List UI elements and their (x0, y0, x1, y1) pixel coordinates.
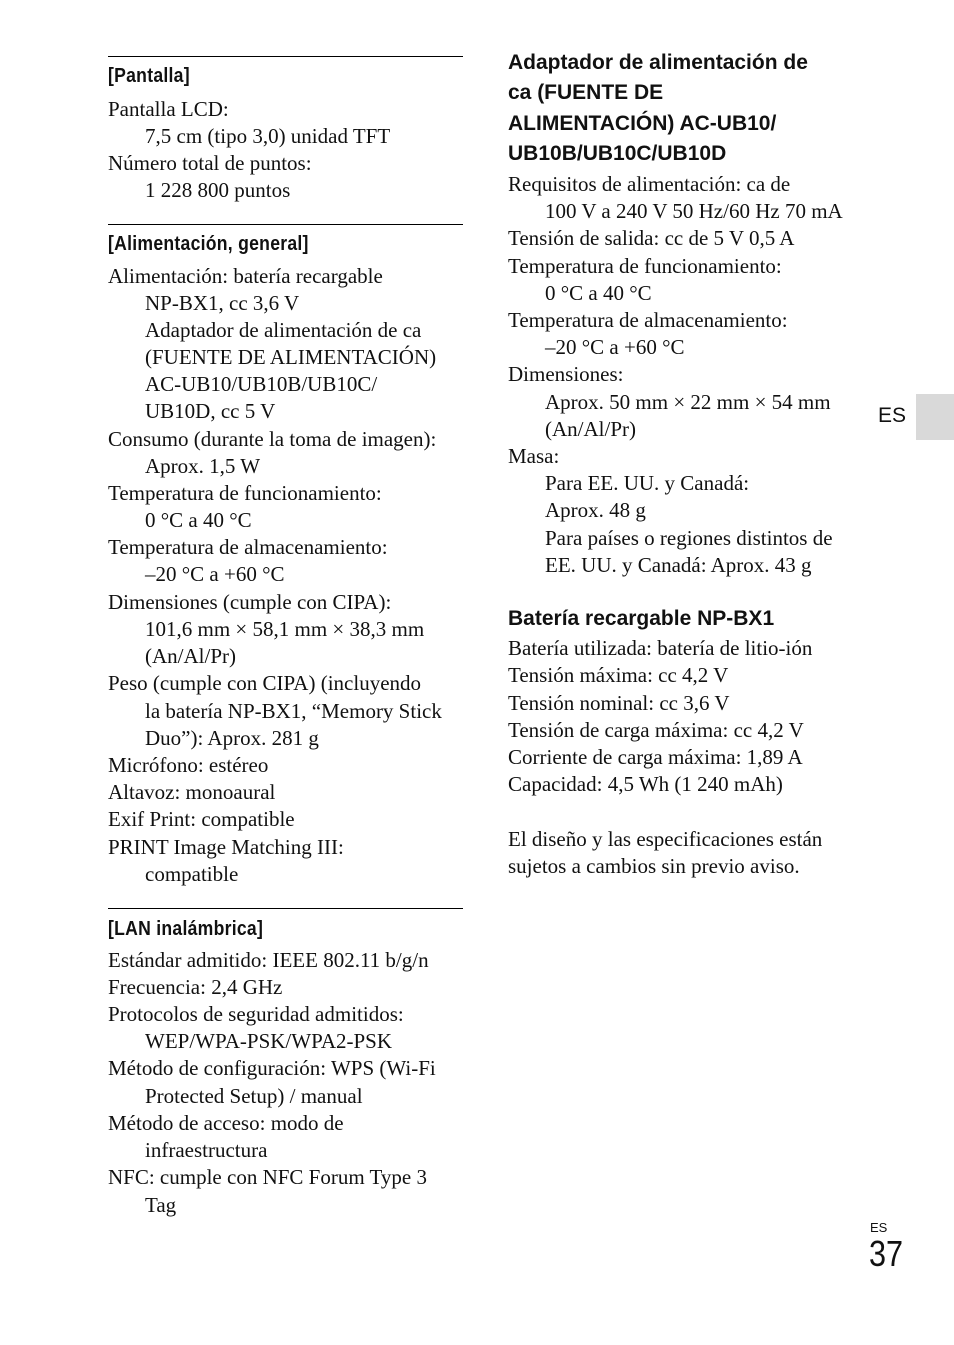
spec-line: Tensión de carga máxima: cc 4,2 V (508, 718, 804, 742)
spec-line: NFC: cumple con NFC Forum Type 3 (108, 1165, 427, 1189)
spec-line: Temperatura de funcionamiento: (108, 481, 382, 505)
disclaimer-line: sujetos a cambios sin previo aviso. (508, 854, 800, 878)
spec-line: Protocolos de seguridad admitidos: (108, 1002, 404, 1026)
spec-line: infraestructura (145, 1138, 268, 1162)
spec-line: Dimensiones (cumple con CIPA): (108, 590, 392, 614)
section-heading-adaptador: ca (FUENTE DE (508, 81, 664, 104)
spec-line: Requisitos de alimentación: ca de (508, 172, 791, 196)
section-heading-lan: [LAN inalámbrica] (108, 918, 264, 940)
language-tab (916, 394, 954, 440)
spec-line: Masa: (508, 444, 560, 468)
section-heading-alimentacion: [Alimentación, general] (108, 233, 309, 255)
spec-line: –20 °C a +60 °C (145, 562, 285, 586)
spec-line: (FUENTE DE ALIMENTACIÓN) (145, 345, 437, 369)
spec-line: (An/Al/Pr) (545, 417, 636, 441)
spec-line: Para EE. UU. y Canadá: (545, 471, 750, 495)
spec-line: 7,5 cm (tipo 3,0) unidad TFT (145, 124, 391, 148)
spec-line: 0 °C a 40 °C (145, 508, 252, 532)
spec-line: WEP/WPA-PSK/WPA2-PSK (145, 1029, 393, 1053)
page-number: 37 (869, 1233, 904, 1274)
section-heading-pantalla: [Pantalla] (108, 65, 190, 87)
section-heading-adaptador: Adaptador de alimentación de (508, 51, 808, 74)
language-tab-label: ES (878, 404, 907, 427)
spec-line: PRINT Image Matching III: (108, 835, 344, 859)
spec-line: Frecuencia: 2,4 GHz (108, 975, 283, 999)
spec-line: Consumo (durante la toma de imagen): (108, 427, 437, 451)
spec-line: Aprox. 1,5 W (145, 454, 261, 478)
spec-line: Dimensiones: (508, 362, 624, 386)
footer-language: ES (870, 1220, 888, 1235)
section-rule (108, 908, 463, 909)
spec-line: Aprox. 48 g (545, 498, 646, 522)
spec-line: EE. UU. y Canadá: Aprox. 43 g (545, 553, 812, 577)
spec-line: 0 °C a 40 °C (545, 281, 652, 305)
section-heading-adaptador: UB10B/UB10C/UB10D (508, 142, 727, 165)
spec-line: 101,6 mm × 58,1 mm × 38,3 mm (145, 617, 425, 641)
spec-line: UB10D, cc 5 V (145, 399, 276, 423)
spec-line: Aprox. 50 mm × 22 mm × 54 mm (545, 390, 831, 414)
spec-line: Método de acceso: modo de (108, 1111, 344, 1135)
spec-line: Duo”): Aprox. 281 g (145, 726, 319, 750)
spec-line: Batería utilizada: batería de litio-ión (508, 636, 813, 660)
spec-line: AC-UB10/UB10B/UB10C/ (145, 372, 378, 396)
spec-line: Método de configuración: WPS (Wi-Fi (108, 1056, 436, 1080)
spec-line: Para países o regiones distintos de (545, 526, 833, 550)
spec-line: (An/Al/Pr) (145, 644, 236, 668)
spec-line: Pantalla LCD: (108, 97, 229, 121)
spec-line: la batería NP-BX1, “Memory Stick (145, 699, 442, 723)
spec-line: Alimentación: batería recargable (108, 264, 383, 288)
spec-line: Tensión de salida: cc de 5 V 0,5 A (508, 226, 795, 250)
spec-line: Número total de puntos: (108, 151, 312, 175)
spec-line: Protected Setup) / manual (145, 1084, 363, 1108)
spec-line: 1 228 800 puntos (145, 178, 291, 202)
spec-line: Micrófono: estéreo (108, 753, 269, 777)
spec-line: Tag (145, 1193, 177, 1217)
spec-line: Temperatura de almacenamiento: (508, 308, 788, 332)
spec-line: compatible (145, 862, 239, 886)
spec-line: Altavoz: monoaural (108, 780, 276, 804)
spec-line: Temperatura de almacenamiento: (108, 535, 388, 559)
disclaimer-line: El diseño y las especificaciones están (508, 827, 823, 851)
spec-line: Exif Print: compatible (108, 807, 295, 831)
section-heading-adaptador: ALIMENTACIÓN) AC-UB10/ (508, 112, 777, 135)
spec-line: Corriente de carga máxima: 1,89 A (508, 745, 803, 769)
spec-line: Temperatura de funcionamiento: (508, 254, 782, 278)
section-rule (108, 224, 463, 225)
section-heading-bateria: Batería recargable NP-BX1 (508, 607, 775, 630)
spec-line: Tensión máxima: cc 4,2 V (508, 663, 729, 687)
spec-line: –20 °C a +60 °C (545, 335, 685, 359)
spec-line: Estándar admitido: IEEE 802.11 b/g/n (108, 948, 429, 972)
spec-line: NP-BX1, cc 3,6 V (145, 291, 300, 315)
spec-line: Tensión nominal: cc 3,6 V (508, 691, 730, 715)
spec-line: Adaptador de alimentación de ca (145, 318, 422, 342)
section-rule (108, 56, 463, 57)
spec-line: 100 V a 240 V 50 Hz/60 Hz 70 mA (545, 199, 843, 223)
spec-line: Peso (cumple con CIPA) (incluyendo (108, 671, 422, 695)
spec-line: Capacidad: 4,5 Wh (1 240 mAh) (508, 772, 783, 796)
